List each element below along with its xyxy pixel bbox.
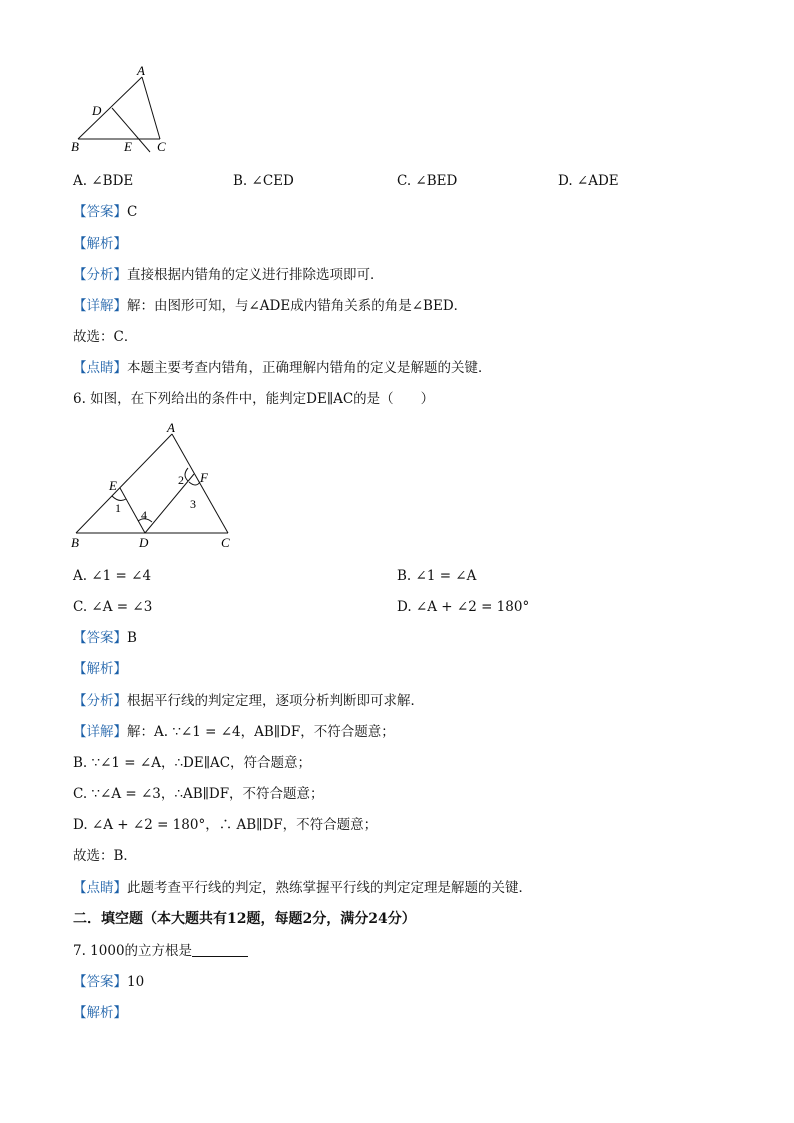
answer-value: 10 — [127, 974, 145, 990]
label-b: B — [71, 139, 79, 154]
q6-label-a: A — [167, 420, 175, 435]
label-e: E — [124, 139, 132, 154]
q6-line-d: D. ∠A + ∠2 = 180°，∴ AB∥DF，不符合题意； — [73, 817, 378, 833]
xiangjie-tag: 【详解】 — [73, 298, 127, 314]
q7-answer-blank — [192, 943, 248, 957]
dianjing-tag: 【点睛】 — [73, 360, 127, 376]
q5-xiangjie — [73, 297, 467, 315]
q6-angle-3: 3 — [190, 497, 196, 511]
q5-dianjing — [73, 359, 492, 377]
q6-option-c: C. ∠A = ∠3 — [73, 599, 153, 615]
xiangjie-text: 解：A. ∵∠1 = ∠4，AB∥DF，不符合题意； — [127, 724, 395, 740]
label-d: D — [92, 103, 102, 118]
answer-tag: 【答案】 — [73, 630, 127, 646]
q5-jiexi-tag: 【解析】 — [73, 236, 127, 252]
label-a: A — [137, 63, 145, 78]
q6-label-b: B — [71, 535, 79, 550]
q5-answer — [73, 203, 137, 221]
dianjing-tag: 【点睛】 — [73, 880, 127, 896]
answer-value: C — [127, 204, 138, 220]
fenxi-tag: 【分析】 — [73, 267, 127, 283]
q7-stem-text: 7. 1000的立方根是 — [73, 943, 193, 959]
q6-angle-1: 1 — [115, 501, 121, 515]
q6-fenxi — [73, 692, 424, 710]
q5-option-a: A. ∠BDE — [73, 173, 134, 189]
fenxi-tag: 【分析】 — [73, 693, 127, 709]
q5-guxuan: 故选：C． — [73, 329, 138, 345]
dianjing-text: 本题主要考查内错角，正确理解内错角的定义是解题的关键． — [127, 360, 492, 376]
q5-option-c: C. ∠BED — [397, 173, 458, 189]
q6-label-c: C — [221, 535, 230, 550]
xiangjie-tag: 【详解】 — [73, 724, 127, 740]
q6-label-f: F — [200, 470, 208, 485]
q6-jiexi-tag: 【解析】 — [73, 661, 127, 677]
answer-tag: 【答案】 — [73, 974, 127, 990]
q6-guxuan: 故选：B． — [73, 848, 137, 864]
q6-answer — [73, 629, 137, 647]
figure-triangle-abc-q6 — [68, 420, 240, 555]
q6-option-d: D. ∠A + ∠2 = 180° — [397, 599, 530, 615]
q6-angle-4: 4 — [141, 508, 147, 522]
figure-triangle-abc-q5 — [68, 62, 178, 157]
label-c: C — [157, 139, 166, 154]
q6-angle-2: 2 — [178, 473, 184, 487]
fenxi-text: 根据平行线的判定定理，逐项分析判断即可求解． — [127, 693, 424, 709]
answer-value: B — [127, 630, 137, 646]
xiangjie-text: 解：由图形可知，与∠ADE成内错角关系的角是∠BED． — [127, 298, 468, 314]
q6-dianjing — [73, 879, 532, 897]
answer-tag: 【答案】 — [73, 204, 127, 220]
q6-stem: 6. 如图，在下列给出的条件中，能判定DE∥AC的是（ ） — [73, 391, 435, 407]
q7-jiexi-tag: 【解析】 — [73, 1005, 127, 1021]
q6-xiangjie — [73, 723, 395, 741]
q5-option-d: D. ∠ADE — [558, 173, 619, 189]
q6-option-a: A. ∠1 = ∠4 — [73, 568, 152, 584]
dianjing-text: 此题考查平行线的判定，熟练掌握平行线的判定定理是解题的关键． — [127, 880, 532, 896]
q7-stem — [73, 942, 248, 960]
section-2-title: 二．填空题（本大题共有12题，每题2分，满分24分） — [73, 911, 416, 927]
q6-line-c: C. ∵∠A = ∠3，∴AB∥DF，不符合题意； — [73, 786, 324, 802]
q6-label-e: E — [109, 478, 117, 493]
q6-line-b: B. ∵∠1 = ∠A，∴DE∥AC，符合题意； — [73, 755, 312, 771]
fenxi-text: 直接根据内错角的定义进行排除选项即可． — [127, 267, 384, 283]
q7-answer — [73, 973, 144, 991]
q5-option-b: B. ∠CED — [233, 173, 294, 189]
q6-label-d: D — [139, 535, 149, 550]
q6-option-b: B. ∠1 = ∠A — [397, 568, 477, 584]
q5-fenxi — [73, 266, 384, 284]
